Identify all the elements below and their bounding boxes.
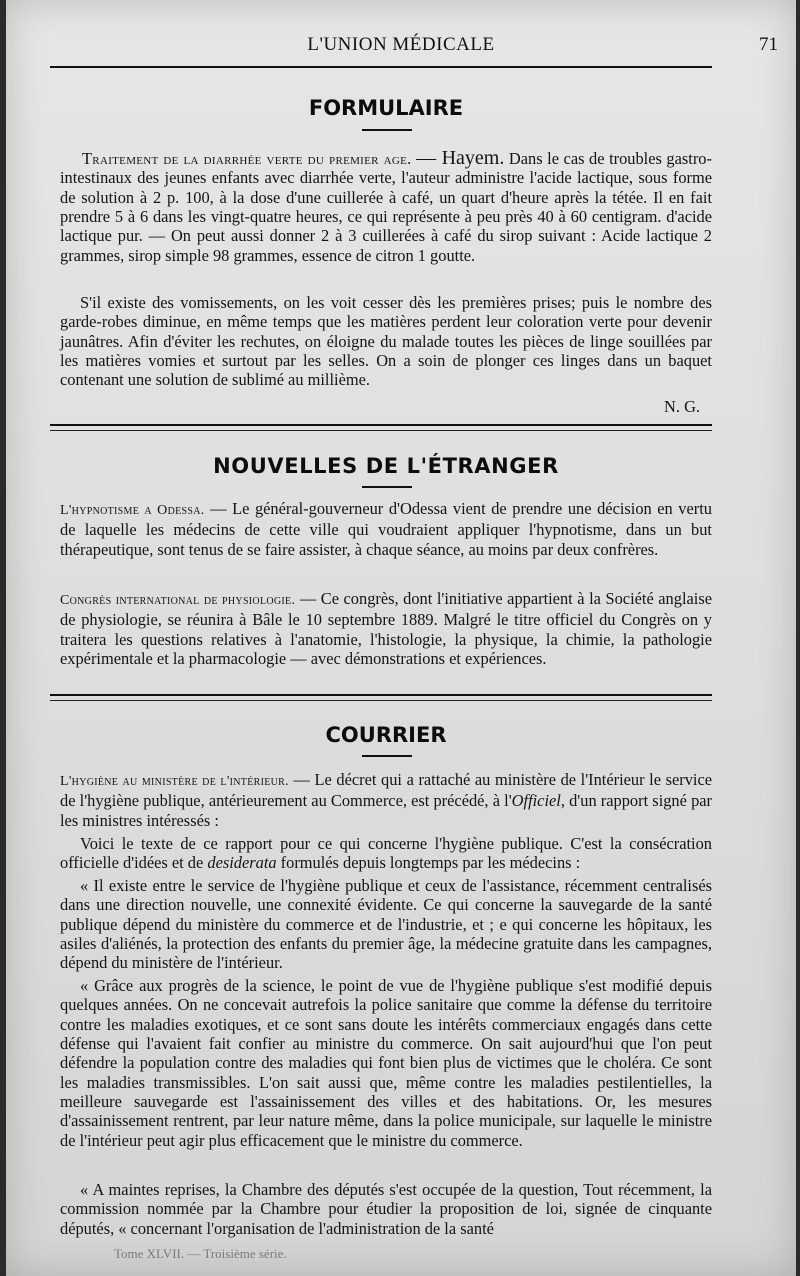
heading-underline [362, 755, 412, 757]
etranger-paragraph-2 [60, 589, 712, 668]
section-heading-formulaire: FORMULAIRE [308, 96, 464, 120]
desiderata-italic: desiderata [207, 853, 277, 873]
etranger-paragraph-1 [60, 499, 712, 559]
news-title-congres: Congrès international de physiologie. [60, 593, 296, 608]
news-text-congres: — Ce congrès, dont l'initiative appartient à la Société anglaise de physiologie, se réunira à Bâle le 10 septembre 1889. Malgré le titre officiel du Congrès on y traitera les questions relatives à l'anatomie, l'histologie, la physique, la chimie, la pathologie expérimentale et la pharmacologie — avec démonstrations et expériences. [60, 589, 712, 669]
recipe-title: Traitement de la diarrhée verte du premier age. [82, 149, 412, 168]
courrier-paragraph-3: « Il existe entre le service de l'hygiène publique et ceux de l'assistance, récemment centralisés dans une direction nouvelle, une connexité évidente. Ce qui concerne la sauvegarde de la santé publique dépend du ministère du commerce et de l'industrie, et ; e qui concerne les hôpitaux, les asiles d'aliénés, la protection des enfants du premier âge, la médecine gratuite dans les campagnes, dépend du ministère de l'intérieur. [60, 876, 712, 973]
section-rule-thin [50, 700, 712, 701]
courrier-paragraph-5: « A maintes reprises, la Chambre des députés s'est occupée de la question, Tout récemment, la commission nommée par la Chambre pour étudier la proposition de loi, signée de cinquante députés, « concernant l'organisation de l'administration de la santé [60, 1180, 712, 1238]
journal-page [6, 0, 796, 1276]
section-heading-etranger: NOUVELLES DE L'ÉTRANGER [213, 454, 559, 478]
heading-underline [362, 486, 412, 488]
courrier-paragraph-1: L'hygiène au ministère de l'intérieur. — Le décret qui a rattaché au ministère de l'Intérieur le service de l'hygiène publique, antérieurement au Commerce, est précédé, à l'Officiel, d'un rapport signé par les ministres intéressés : [60, 770, 713, 830]
footer-volume: Tome XLVII. — Troisième série. [114, 1246, 287, 1261]
recipe-text: Dans le cas de troubles gastro-intestinaux des jeunes enfants avec diarrhée verte, l'auteur administre l'acide lactique, sous forme de solution à 2 p. 100, à la dose d'une cuillerée à café, un quart d'heure après la tétée. Il en fait prendre 5 à 6 dans les vingt-quatre heures, ce qui représente à peu près 40 à 60 centigram. d'acide lactique pur. — On peut aussi donner 2 à 3 cuillerées à café du sirop suivant : Acide lactique 2 grammes, sirop simple 98 grammes, essence de citron 1 goutte. [60, 149, 712, 265]
section-rule [50, 424, 712, 426]
section-rule-thin [50, 430, 712, 431]
page-number: 71 [759, 34, 778, 55]
courrier-paragraph-2: Voici le texte de ce rapport pour ce qui concerne l'hygiène publique. C'est la consécration officielle d'idées et de desiderata formulés depuis longtemps par les médecins : [60, 834, 712, 873]
news-text-odessa: — Le général-gouverneur d'Odessa vient de prendre une décision en vertu de laquelle les médecins de cette ville qui voudraient appliquer l'hypnotisme, dans un but thérapeutique, sont tenus de se faire assister, à chaque séance, au moins par deux confrères. [60, 499, 712, 559]
news-title-odessa: L'hypnotisme a Odessa. [60, 503, 205, 518]
officiel-italic: Officiel [511, 791, 561, 811]
signature: N. G. [664, 397, 700, 416]
courrier-paragraph-4: « Grâce aux progrès de la science, le point de vue de l'hygiène publique s'est modifié depuis quelques années. On ne concevait autrefois la police sanitaire que comme la défense du territoire contre les maladies exotiques, et ce sont sans doute les intérêts commerciaux engagés dans cette défense qui l'avaient fait confier au ministre du commerce. On sait aujourd'hui que l'on peut défendre la population contre des maladies qui font bien plus de victimes que le choléra. Ce sont les maladies transmissibles. L'on sait aussi que, même contre les maladies pestilentielles, la meilleure sauvegarde est l'assainissement des villes et des habitations. Or, les mesures d'assainissement rentrent, par leur nature même, dans la police municipale, sur laquelle le ministre de l'intérieur peut agir plus efficacement que le ministre du commerce. [60, 976, 712, 1150]
header-rule [50, 66, 712, 68]
heading-underline [362, 129, 412, 131]
formulaire-paragraph-2: S'il existe des vomissements, on les voit cesser dès les premières prises; puis le nombre des garde-robes diminue, en même temps que les matières perdent leur coloration verte pour devenir jaunâtres. Afin d'éviter les rechutes, on éloigne du malade toutes les pièces de linge souillées par les matières vomies et surtout par les selles. On a soin de plonger ces linges dans un baquet contenant une solution de sublimé au millième. [60, 293, 712, 390]
courrier-title: L'hygiène au ministère de l'intérieur. [60, 774, 289, 789]
recipe-author: — Hayem. [416, 147, 505, 169]
section-heading-courrier: COURRIER [325, 723, 447, 747]
formulaire-paragraph-1 [60, 149, 712, 265]
section-rule [50, 694, 712, 696]
journal-title: L'UNION MÉDICALE [307, 34, 495, 55]
